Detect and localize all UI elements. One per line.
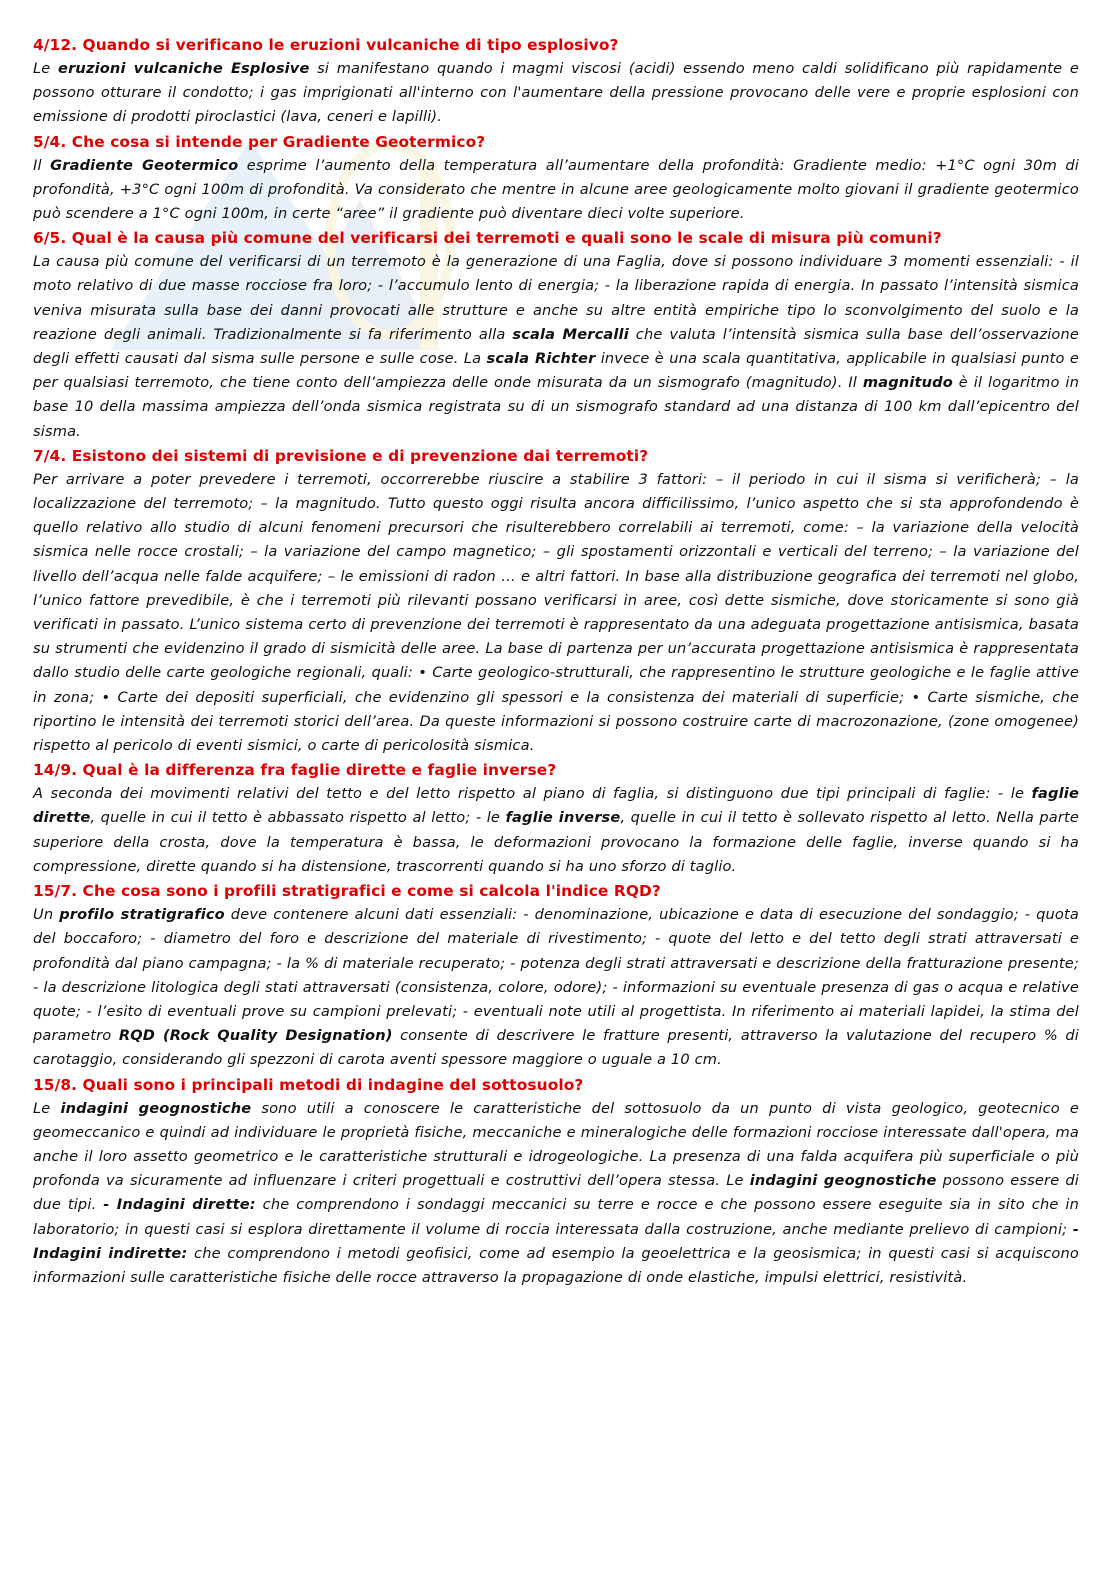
text-run: Il xyxy=(33,156,51,174)
bold-term: profilo stratigrafico xyxy=(59,906,225,924)
bold-term: faglie dirette xyxy=(33,785,1079,827)
text-run: che valuta l’intensità sismica sulla base dell’osservazione degli effetti causati dal sisma sulle persone e sulle cose. La xyxy=(33,325,1080,368)
text-run: è il logaritmo in base 10 della massima ampiezza dell’onda sismica registrata su di un sismografo standard ad una distanza di 100 km dall’epicentro del sisma. xyxy=(33,374,1079,440)
question-heading: 15/7. Che cosa sono i profili stratigrafici e come si calcola l'indice RQD? xyxy=(33,882,661,901)
bold-term: scala Richter xyxy=(486,350,596,368)
text-run: Un xyxy=(33,906,60,924)
bold-term: indagini geognostiche xyxy=(60,1099,252,1117)
bold-term: - Indagini indirette: xyxy=(33,1220,1079,1262)
qa-section xyxy=(33,758,1079,879)
document-page xyxy=(33,33,1079,1290)
text-run: La causa più comune del verificarsi di un terremoto è la generazione di una Faglia, dove si possono individuare 3 momenti essenziali: - il moto relativo di due masse rocciose fra loro; - l’accumulo lento di energia; - la liberazione rapida di energia. In passato l’intensità sismica veniva misurata sulla base dei danni provocati alle strutture e anche su altre entità empiriche tipo lo sconvolgimento del suolo e la reazione degli animali. Tradizionalmente si fa riferimento alla xyxy=(33,253,1079,343)
text-run: A seconda dei movimenti relativi del tetto e del letto rispetto al piano di faglia, si distinguono due tipi principali di faglie: - le xyxy=(33,785,1032,803)
text-run: che comprendono i metodi geofisici, come ad esempio la geoelettrica e la geosismica; in questi casi si acquiscono informazioni sulle caratteristiche fisiche delle rocce attraverso la propagazione di onde elastiche, impulsi elettrici, resistività. xyxy=(33,1244,1079,1286)
text-run: possono essere di due tipi. xyxy=(33,1172,1080,1214)
question-heading: 15/8. Quali sono i principali metodi di indagine del sottosuolo? xyxy=(33,1075,584,1094)
text-run: invece è una scala quantitativa, applicabile in qualsiasi punto e per qualsiasi terremoto, che tiene conto dell’ampiezza delle onde misurata da un sismografo (magnitudo). Il xyxy=(33,350,1079,392)
answer-paragraph xyxy=(33,154,1079,227)
text-run: si manifestano quando i magmi viscosi (acidi) essendo meno caldi solidificano più rapidamente e possono otturare il condotto; i gas imprigionati all'interno con l'aumentare della pressione provocano delle vere e proprie esplosioni con emissione di prodotti piroclastici (lava, ceneri e lapilli). xyxy=(33,60,1080,126)
question-heading: 4/12. Quando si verificano le eruzioni vulcaniche di tipo esplosivo? xyxy=(33,36,619,54)
qa-section xyxy=(33,879,1079,1072)
text-run: Le xyxy=(33,60,59,77)
qa-section xyxy=(33,226,1079,444)
text-run: deve contenere alcuni dati essenziali: - denominazione, ubicazione e data di esecuzione del sondaggio; - quota del boccaforo; - diametro del foro e descrizione del materiale di rivestimento; - quote del letto e del tetto degli strati attraversati e profondità dal piano campagna; - la % di materiale recuperato; - potenza degli strati attraversati e descrizione della fratturazione presente; - la descrizione litologica degli stati attraversati (consistenza, colore, odore); - informazioni su eventuale presenza di gas o acqua e relative quote; - l’esito di eventuali prove su campioni prelevati; - eventuali note utili al progettista. In riferimento ai materiali lapidei, la stima del parametro xyxy=(33,906,1079,1045)
answer-paragraph xyxy=(33,1097,1079,1291)
question-heading: 6/5. Qual è la causa più comune del verificarsi dei terremoti e quali sono le scale di misura più comuni? xyxy=(33,229,942,248)
text-run: , quelle in cui il tetto è abbassato rispetto al letto; - le xyxy=(90,809,506,827)
text-run: , quelle in cui il tetto è sollevato rispetto al letto. Nella parte superiore della crosta, dove la temperatura è bassa, le deformazioni provocano la formazione delle faglie, inverse quando si ha compressione, dirette quando si ha distensione, trascorrenti quando si ha uno sforzo di taglio. xyxy=(33,809,1080,875)
bold-term: RQD (Rock Quality Designation) xyxy=(118,1027,393,1045)
text-run: esprime l’aumento della temperatura all’aumentare della profondità: Gradiente medio: +1°C ogni 30m di profondità, +3°C ogni 100m di profondità. Va considerato che mentre in alcune aree geologicamente molto giovani il gradiente geotermico può scendere a 1°C ogni 100m, in certe “aree” il gradiente può diventare dieci volte superiore. xyxy=(33,156,1079,223)
bold-term: scala Mercalli xyxy=(512,325,629,343)
text-run: Le xyxy=(33,1099,61,1117)
question-heading: 5/4. Che cosa si intende per Gradiente Geotermico? xyxy=(33,132,486,151)
answer-paragraph xyxy=(33,57,1079,130)
answer-paragraph xyxy=(33,250,1079,444)
bold-term: indagini geognostiche xyxy=(749,1172,937,1190)
answer-paragraph xyxy=(33,903,1079,1072)
qa-section xyxy=(33,1073,1079,1291)
text-run: Per arrivare a poter prevedere i terremoti, occorrerebbe riuscire a stabilire 3 fattori: – il periodo in cui il sisma si verificherà; – la localizzazione del terremoto; – la magnitudo. Tutto questo oggi risulta ancora difficilissimo, l’unico aspetto che si sta approfondendo è quello relativo allo studio di alcuni fenomeni precursori che risulterebbero correlabili ai terremoti, come: – la variazione della velocità sismica nelle rocce crostali; – la variazione del campo magnetico; – gli spostamenti orizzontali e verticali del terreno; – la variazione del livello dell’acqua nelle falde acquifere; – le emissioni di radon … e altri fattori. In base alla distribuzione geografica dei terremoti nel globo, l’unico fattore prevedibile, è che i terremoti più rilevanti possano verificarsi in aree, così dette sismiche, dove storicamente si sono già verificati in passato. L’unico sistema certo di prevenzione dei terremoti è rappresentato da una adeguata progettazione antisismica, basata su strumenti che evidenzino il grado di sismicità delle aree. La base di partenza per un’accurata progettazione antisismica è rappresentata dallo studio delle carte geologiche regionali, quali: • Carte geologico-strutturali, che rappresentino le strutture geologiche e le faglie attive in zona; • Carte dei depositi superficiali, che evidenzino gli spessori e la consistenza dei materiali di superficie; • Carte sismiche, che riportino le intensità dei terremoti storici dell’area. Da queste informazioni si possono costruire carte di macrozonazione, (zone omogenee) rispetto al pericolo di eventi sismici, o carte di pericolosità sismica. xyxy=(33,470,1079,755)
bold-term: faglie inverse xyxy=(505,809,621,827)
question-heading: 7/4. Esistono dei sistemi di previsione e di prevenzione dai terremoti? xyxy=(33,446,649,465)
text-run: consente di descrivere le fratture presenti, attraverso la valutazione del recupero % di carotaggio, considerando gli spezzoni di carota aventi spessore maggiore o uguale a 10 cm. xyxy=(33,1027,1079,1069)
section-list xyxy=(33,33,1079,1290)
text-run: che comprendono i sondaggi meccanici su terre e rocce e che possono essere eseguite sia in sito che in laboratorio; in questi casi si esplora direttamente il volume di roccia interessata dalla costruzione, anche mediante prelievo di campioni; xyxy=(33,1196,1079,1238)
text-run: sono utili a conoscere le caratteristiche del sottosuolo da un punto di vista geologico, geotecnico e geomeccanico e quindi ad individuare le proprietà fisiche, meccaniche e mineralogiche delle formazioni rocciose interessate dall'opera, ma anche il loro assetto geometrico e le caratteristiche strutturali e idrogeologiche. La presenza di una falda acquifera più superficiale o più profonda va sicuramente ad influenzare i criteri progettuali e costruttivi dell’opera stessa. Le xyxy=(33,1099,1080,1190)
bold-term: magnitudo xyxy=(862,374,953,392)
bold-term: eruzioni vulcaniche Esplosive xyxy=(58,60,310,77)
answer-paragraph xyxy=(33,468,1079,758)
bold-term: Gradiente Geotermico xyxy=(50,156,239,174)
bold-term: - Indagini dirette: xyxy=(103,1196,256,1214)
qa-section xyxy=(33,33,1079,130)
qa-section xyxy=(33,444,1079,758)
answer-paragraph xyxy=(33,782,1079,879)
qa-section xyxy=(33,130,1079,227)
question-heading: 14/9. Qual è la differenza fra faglie dirette e faglie inverse? xyxy=(33,761,557,780)
